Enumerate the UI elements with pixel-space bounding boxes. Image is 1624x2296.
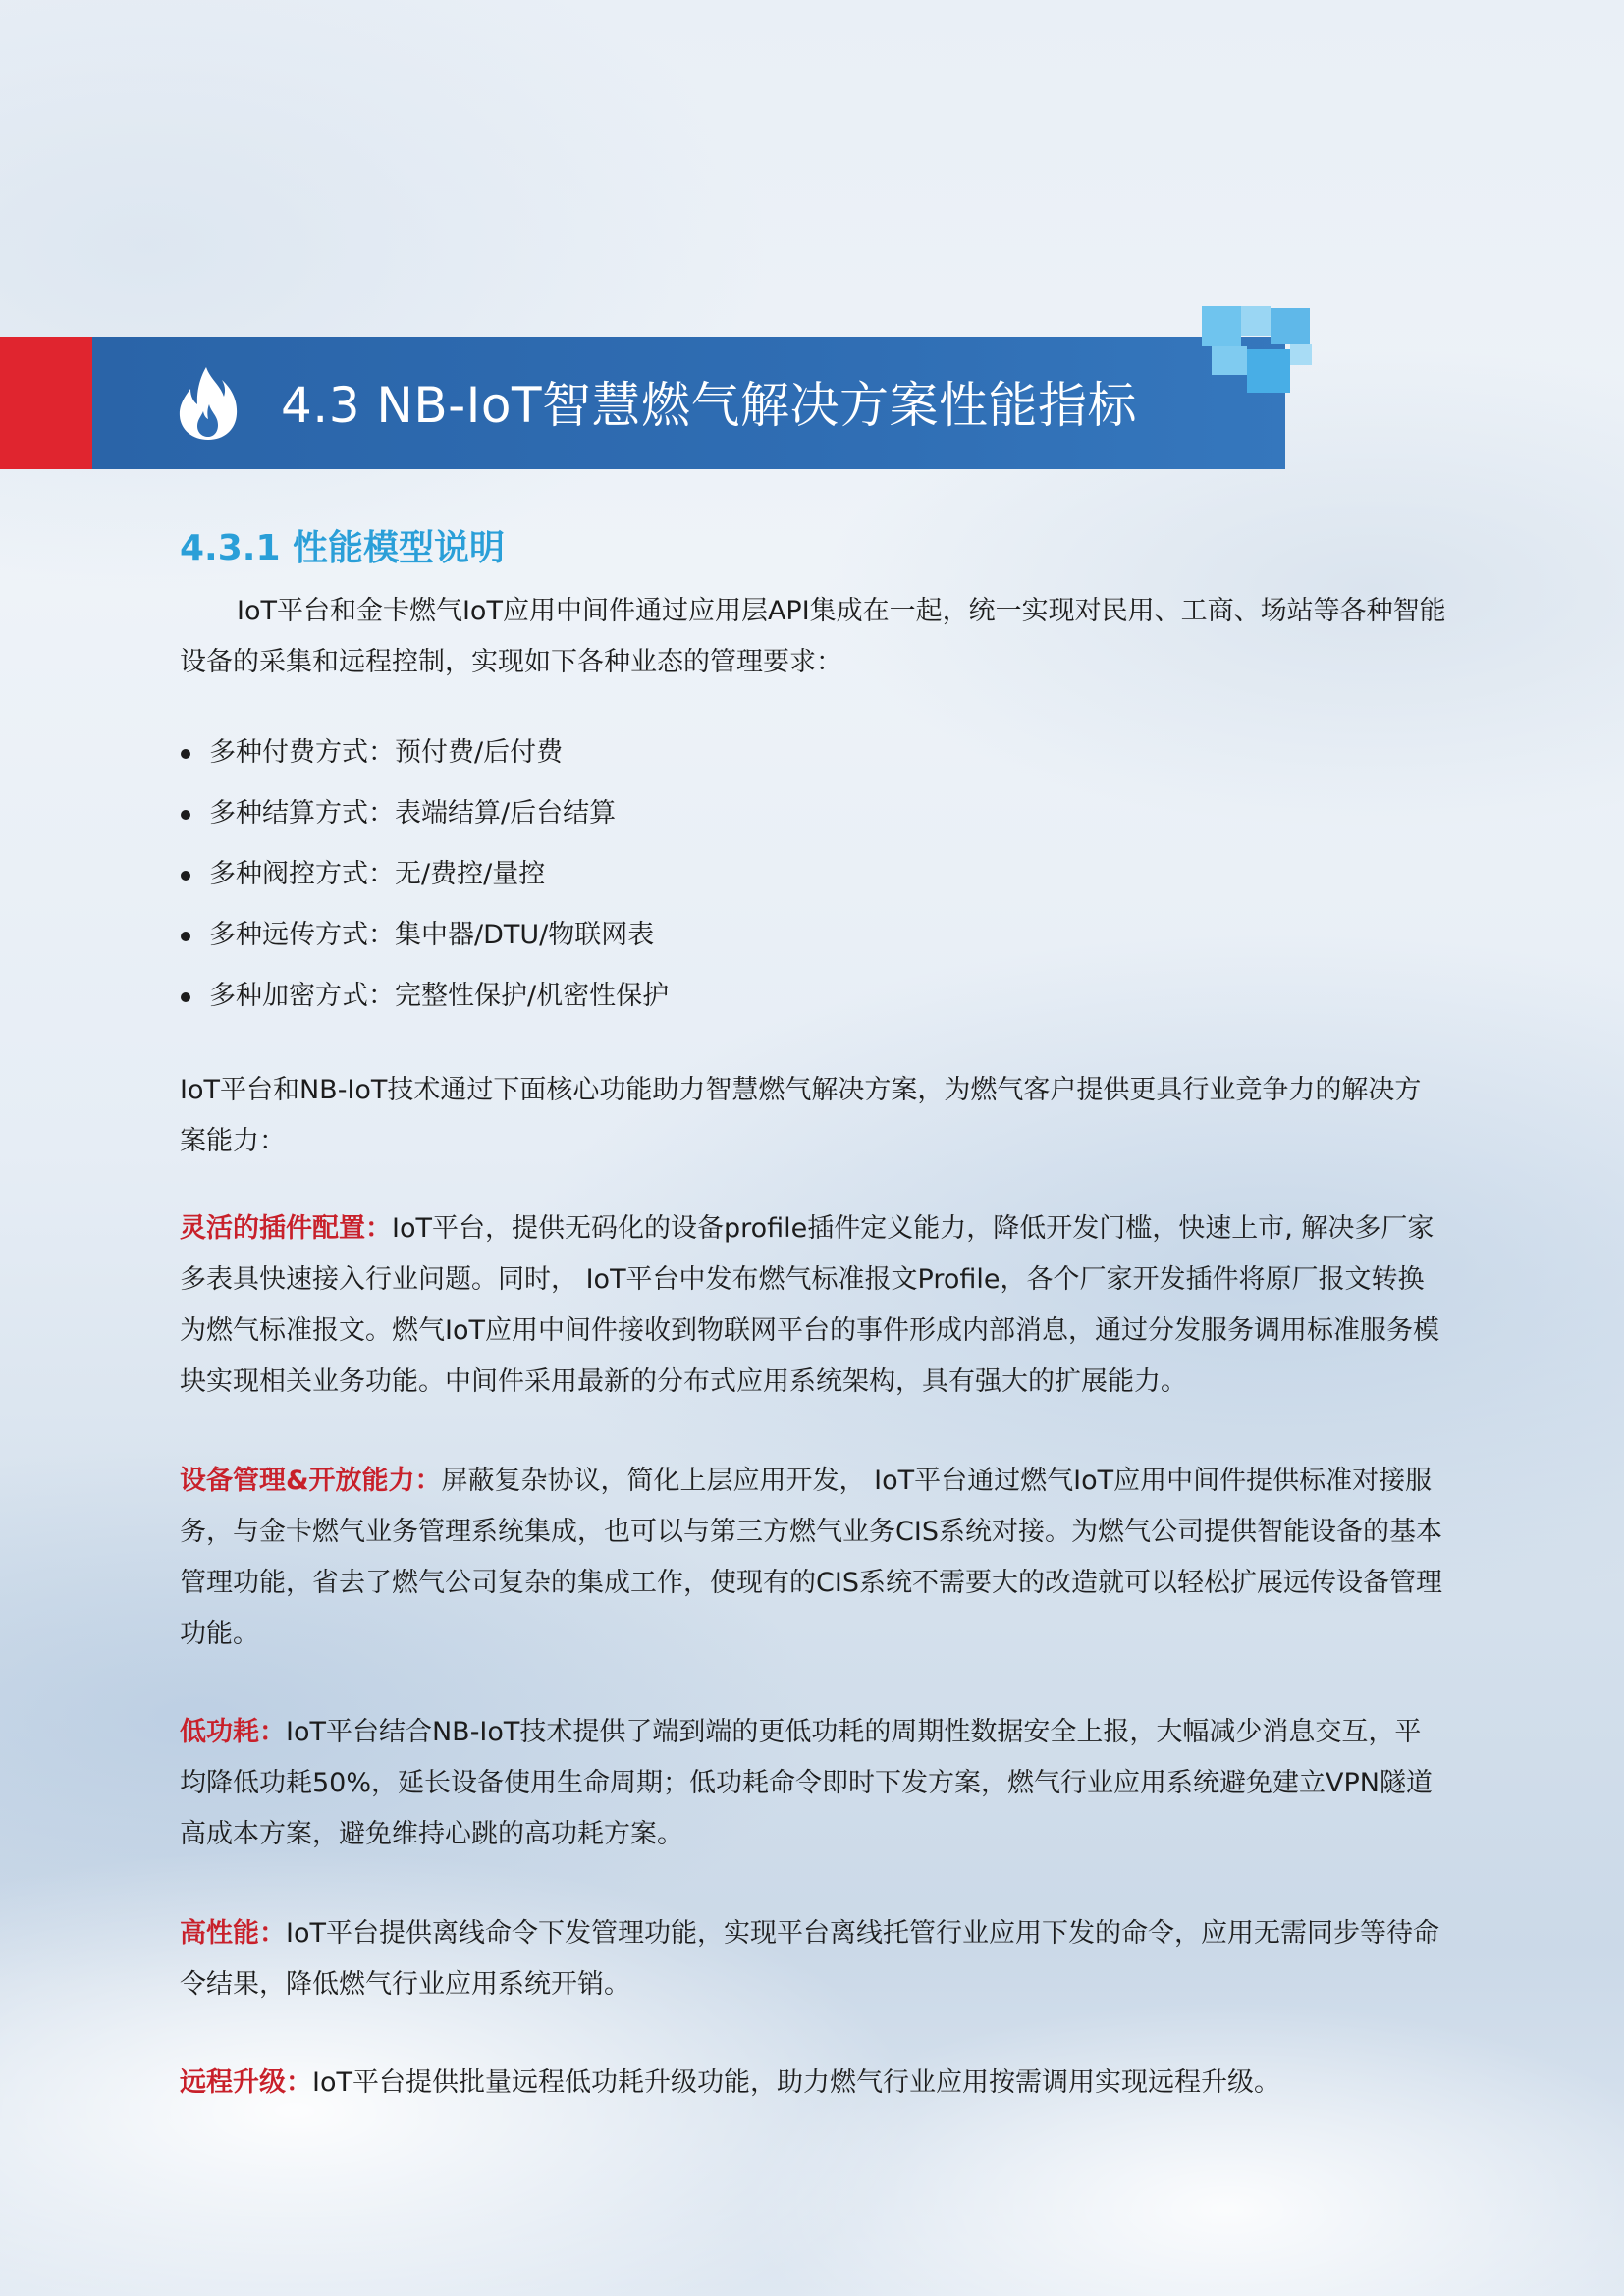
- feature-low-power: [180, 1707, 1446, 1860]
- decor-tile: [1247, 349, 1290, 393]
- feature-plugin-config: [180, 1203, 1446, 1408]
- flame-icon: [177, 365, 240, 442]
- requirements-list: [180, 722, 1358, 1027]
- feature-lead: 灵活的插件配置：: [180, 1213, 392, 1244]
- list-item: 多种远传方式：集中器/DTU/物联网表: [180, 905, 1358, 966]
- intro-paragraph: IoT平台和金卡燃气IoT应用中间件通过应用层API集成在一起，统一实现对民用、工商、场站等各种智能设备的采集和远程控制，实现如下各种业态的管理要求：: [180, 596, 1446, 677]
- feature-device-management: [180, 1456, 1446, 1660]
- banner-accent-bar: [0, 337, 92, 469]
- feature-text: IoT平台提供批量远程低功耗升级功能，助力燃气行业应用按需调用实现远程升级。: [312, 2067, 1280, 2098]
- decor-tile: [1290, 344, 1312, 365]
- feature-text: IoT平台，提供无码化的设备profile插件定义能力，降低开发门槛，快速上市, 解决多厂家多表具快速接入行业问题。同时， IoT平台中发布燃气标准报文Profile，各个厂家开发插件将原厂报文转换为燃气标准报文。燃气IoT应用中间件接收到物联网平台的事件形成内部消息，通过分发服务调用标准服务模块实现相关业务功能。中间件采用最新的分布式应用系统架构，具有强大的扩展能力。: [180, 1213, 1439, 1397]
- banner-title: 4.3 NB-IoT智慧燃气解决方案性能指标: [281, 377, 1138, 434]
- feature-text: IoT平台结合NB-IoT技术提供了端到端的更低功耗的周期性数据安全上报，大幅减少消息交互，平均降低功耗50%，延长设备使用生命周期；低功耗命令即时下发方案，燃气行业应用系统避免建立VPN隧道高成本方案，避免维持心跳的高功耗方案。: [180, 1717, 1433, 1849]
- list-item: 多种付费方式：预付费/后付费: [180, 722, 1358, 783]
- feature-text: IoT平台提供离线命令下发管理功能，实现平台离线托管行业应用下发的命令，应用无需同步等待命令结果，降低燃气行业应用系统开销。: [180, 1918, 1439, 2000]
- feature-lead: 远程升级：: [180, 2067, 312, 2098]
- decor-tile: [1241, 306, 1271, 336]
- feature-high-performance: [180, 1908, 1446, 2010]
- feature-lead: 高性能：: [180, 1918, 286, 1949]
- decor-tile: [1271, 308, 1310, 344]
- core-intro-paragraph: IoT平台和NB-IoT技术通过下面核心功能助力智慧燃气解决方案，为燃气客户提供更具行业竞争力的解决方案能力：: [180, 1075, 1422, 1156]
- list-item: 多种加密方式：完整性保护/机密性保护: [180, 966, 1358, 1027]
- feature-lead: 设备管理&开放能力：: [180, 1466, 442, 1496]
- list-item: 多种阀控方式：无/费控/量控: [180, 844, 1358, 905]
- feature-remote-upgrade: [180, 2057, 1446, 2109]
- feature-lead: 低功耗：: [180, 1717, 286, 1747]
- decor-tile: [1202, 306, 1241, 346]
- list-item: 多种结算方式：表端结算/后台结算: [180, 783, 1358, 844]
- feature-text: 屏蔽复杂协议，简化上层应用开发， IoT平台通过燃气IoT应用中间件提供标准对接服务，与金卡燃气业务管理系统集成，也可以与第三方燃气业务CIS系统对接。为燃气公司提供智能设备的基本管理功能，省去了燃气公司复杂的集成工作，使现有的CIS系统不需要大的改造就可以轻松扩展远传设备管理功能。: [180, 1466, 1442, 1649]
- section-title: 4.3.1 性能模型说明: [180, 528, 506, 568]
- decor-tile: [1212, 346, 1247, 375]
